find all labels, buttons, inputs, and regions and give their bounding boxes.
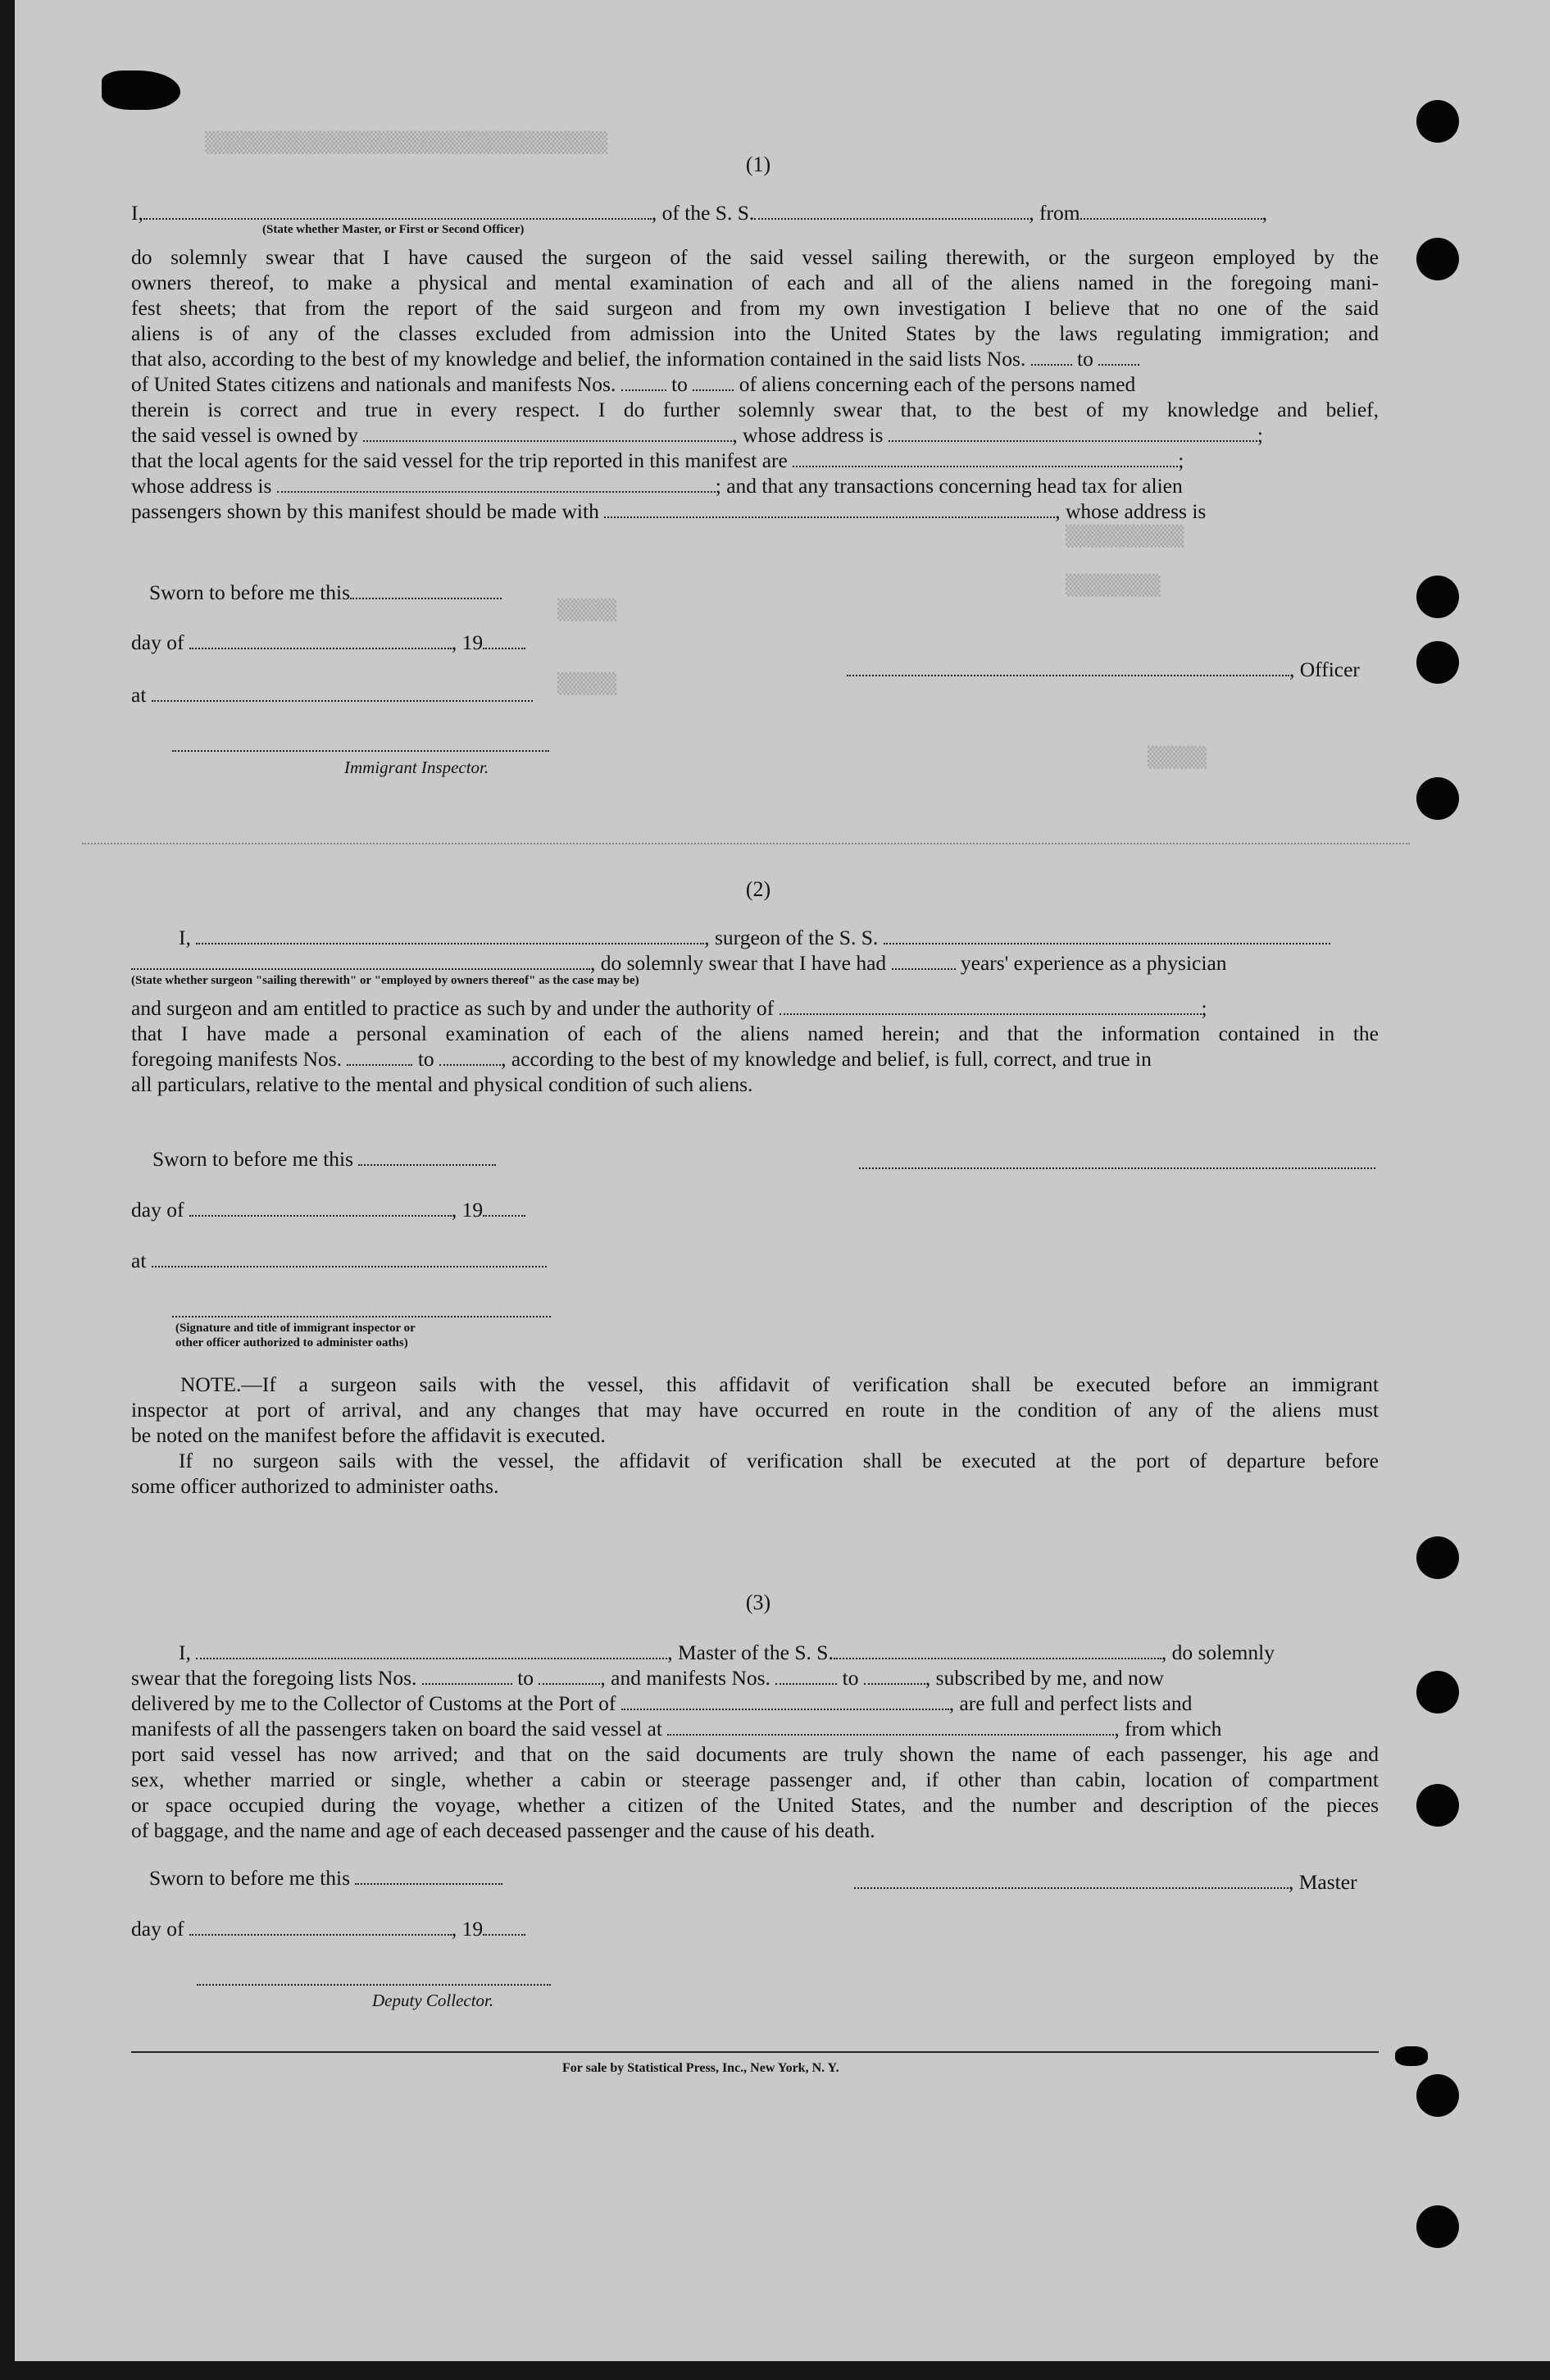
s1-officer: , Officer: [847, 657, 1360, 682]
s3-line3: delivered by me to the Collector of Customs at the Port of , are full and perfect lists and: [131, 1691, 1193, 1715]
s1-day: day of , 19: [131, 630, 525, 655]
s1-signature-line: [172, 750, 549, 752]
s1-address-line: whose address is ; and that any transactions concerning head tax for alien: [131, 474, 1183, 498]
section-3-number: (3): [745, 1590, 771, 1614]
binder-hole: [1416, 238, 1459, 280]
s2-sig-caption: (Signature and title of immigrant inspector or: [175, 1322, 416, 1335]
s1-correct-line: therein is correct and true in every respect. I do further solemnly swear that, to the best of my knowledge and belief,: [131, 398, 1379, 421]
s3-line: or space occupied during the voyage, whether a citizen of the United States, and the number and description of the pieces: [131, 1793, 1379, 1817]
s2-sig-caption: other officer authorized to administer oaths): [175, 1336, 408, 1349]
s1-line: aliens is of any of the classes excluded from admission into the United States by the laws regulating immigration; and: [131, 321, 1379, 345]
s3-master: , Master: [854, 1869, 1357, 1895]
s3-sworn: Sworn to before me this: [149, 1865, 502, 1891]
note-line: be noted on the manifest before the affidavit is executed.: [131, 1423, 606, 1447]
s3-day: day of , 19: [131, 1916, 525, 1941]
section-1-number: (1): [745, 152, 771, 176]
s2-i: I, , surgeon of the S. S.: [179, 925, 1330, 950]
s1-manifests-line: of United States citizens and nationals and manifests Nos. to of aliens concerning each of the persons named: [131, 372, 1136, 396]
s3-line: of baggage, and the name and age of each deceased passenger and the cause of his death.: [131, 1818, 875, 1842]
left-margin: [0, 0, 15, 2380]
note-line: If no surgeon sails with the vessel, the affidavit of verification shall be executed at the port of departure before: [179, 1449, 1379, 1472]
section-2-number: (2): [745, 877, 771, 901]
s1-line: fest sheets; that from the report of the said surgeon and from my own investigation I believe that no one of the said: [131, 296, 1379, 320]
note-line: NOTE.—If a surgeon sails with the vessel, this affidavit of verification shall be executed before an immigrant: [180, 1372, 1379, 1396]
binder-hole: [1416, 777, 1459, 820]
s2-sworn: Sworn to before me this: [152, 1146, 496, 1172]
s2-day: day of , 19: [131, 1197, 525, 1222]
binder-hole: [1416, 100, 1459, 143]
note-line: inspector at port of arrival, and any changes that may have occurred en route in the condition of any of the aliens must: [131, 1398, 1379, 1422]
s3-i: I, , Master of the S. S. , do solemnly: [179, 1641, 1275, 1664]
footer-rule: [131, 2051, 1379, 2053]
s2-signature-line: [859, 1167, 1375, 1169]
s1-lists-line: that also, according to the best of my knowledge and belief, the information contained in the said lists Nos. to: [131, 346, 1139, 371]
s1-inspector-caption: Immigrant Inspector.: [344, 758, 489, 777]
s3-line4: manifests of all the passengers taken on board the said vessel at , from which: [131, 1717, 1222, 1741]
s1-passengers-line: passengers shown by this manifest should be made with , whose address is: [131, 499, 1207, 523]
binder-hole: [1416, 1671, 1459, 1713]
s1-i: I, , of the S. S. , from ,: [131, 201, 1267, 225]
s1-caption: (State whether Master, or First or Second Officer): [262, 223, 525, 236]
s2-caption: (State whether surgeon "sailing therewith" or "employed by owners thereof" as the case may be): [131, 974, 639, 987]
footer-printer: For sale by Statistical Press, Inc., New York, N. Y.: [562, 2061, 839, 2075]
s3-line: port said vessel has now arrived; and that on the said documents are truly shown the name of each passenger, his age and: [131, 1742, 1379, 1766]
faint-divider: [82, 843, 1410, 844]
ink-mark: [1395, 2046, 1428, 2066]
bleed-through: ▒▒▒▒▒: [557, 598, 617, 621]
bleed-through: ▒▒▒▒▒: [557, 672, 617, 695]
s2-at: at: [131, 1248, 547, 1273]
binder-hole: [1416, 576, 1459, 618]
binder-hole: [1416, 2074, 1459, 2117]
s1-at: at: [131, 682, 533, 708]
binder-hole: [1416, 1536, 1459, 1579]
bottom-margin: [0, 2361, 1550, 2380]
bleed-through: ▒▒▒▒▒: [1148, 746, 1207, 769]
s1-line: owners thereof, to make a physical and mental examination of each and all of the aliens named in the foregoing mani-: [131, 271, 1379, 294]
bleed-through: ▒▒▒▒▒▒▒▒▒▒▒▒▒▒▒▒▒▒▒▒▒▒▒▒▒▒▒▒▒▒▒▒▒▒: [205, 131, 608, 154]
bleed-through: ▒▒▒▒▒▒▒▒▒▒: [1066, 525, 1184, 548]
s2-authority-line: and surgeon and am entitled to practice as such by and under the authority of ;: [131, 996, 1207, 1020]
s1-sworn: Sworn to before me this: [149, 580, 502, 605]
s3-collector-line: [197, 1984, 551, 1986]
ink-blot: [102, 71, 180, 110]
bleed-through: ▒▒▒▒▒▒▒▒: [1066, 574, 1161, 597]
s1-agents-line: that the local agents for the said vessel for the trip reported in this manifest are ;: [131, 448, 1184, 472]
s3-line2: swear that the foregoing lists Nos. to , and manifests Nos. to , subscribed by me, and now: [131, 1666, 1164, 1690]
s2-all-line: all particulars, relative to the mental and physical condition of such aliens.: [131, 1072, 753, 1096]
binder-hole: [1416, 641, 1459, 684]
s1-owned-line: the said vessel is owned by , whose address is ;: [131, 423, 1263, 447]
s1-line: do solemnly swear that I have caused the surgeon of the said vessel sailing therewith, or the surgeon employed by the: [131, 245, 1379, 269]
note-line: some officer authorized to administer oaths.: [131, 1474, 499, 1498]
binder-hole: [1416, 1784, 1459, 1827]
s2-inspector-line: [172, 1316, 551, 1317]
s2-line2: , do solemnly swear that I have had years' experience as a physician: [131, 950, 1227, 976]
s2-exam-line: that I have made a personal examination of each of the aliens named herein; and that the information contained in the: [131, 1022, 1379, 1045]
s2-foregoing-line: foregoing manifests Nos. to , according to the best of my knowledge and belief, is full, correct, and true in: [131, 1047, 1152, 1071]
s3-deputy-caption: Deputy Collector.: [372, 1991, 494, 2010]
s3-line: sex, whether married or single, whether a cabin or steerage passenger and, if other than cabin, location of compartment: [131, 1768, 1379, 1791]
binder-hole: [1416, 2205, 1459, 2248]
